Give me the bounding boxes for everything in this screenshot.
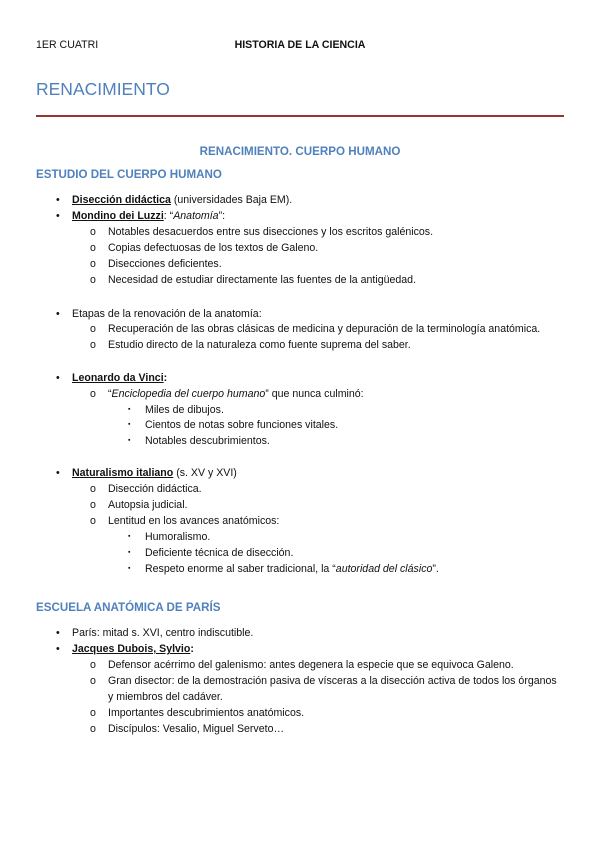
text-leonardo-italic: Enciclopedia del cuerpo humano — [111, 388, 266, 400]
bullet-icon: • — [56, 372, 60, 384]
header-left: 1ER CUATRI — [36, 39, 99, 51]
circle-bullet-icon: o — [90, 339, 96, 351]
square-bullet-icon: ▪ — [128, 421, 131, 428]
square-bullet-icon: ▪ — [128, 437, 131, 444]
sub-item: Necesidad de estudiar directamente las fuentes de la antigüedad. — [108, 274, 417, 286]
heading-estudio: ESTUDIO DEL CUERPO HUMANO — [36, 168, 222, 181]
circle-bullet-icon: o — [90, 723, 96, 735]
bullet-icon: • — [56, 308, 60, 320]
sub-item: Copias defectuosas de los textos de Galeno. — [108, 242, 319, 254]
text-diseccion: (universidades Baja EM). — [170, 194, 293, 206]
term-leonardo: Leonardo da Vinci — [72, 372, 164, 384]
sub-item: Notables desacuerdos entre sus disecciones y los escritos galénicos. — [108, 226, 434, 238]
square-bullet-icon: ▪ — [128, 549, 131, 556]
sub-sub-item — [145, 562, 439, 576]
header-title: HISTORIA DE LA CIENCIA — [234, 39, 366, 51]
title-rule — [36, 115, 564, 117]
bullet-icon: • — [56, 643, 60, 655]
term-dubois: Jacques Dubois, Sylvio — [72, 643, 191, 655]
text-mondino-italic: Anatomía — [173, 210, 219, 222]
text-respeto-end: ”. — [432, 563, 439, 575]
sub-item: Gran disector: de la demostración pasiva de vísceras a la disección activa de todos los órganos — [108, 675, 557, 687]
text-leonardo-rest: ” que nunca culminó: — [265, 388, 364, 400]
list-item — [72, 193, 292, 207]
circle-bullet-icon: o — [90, 483, 96, 495]
bullet-icon: • — [56, 467, 60, 479]
list-item — [72, 371, 167, 385]
page-header — [36, 39, 564, 53]
list-item — [72, 642, 194, 656]
sub-sub-item: Miles de dibujos. — [145, 404, 224, 416]
sub-item: Discípulos: Vesalio, Miguel Serveto… — [108, 723, 285, 735]
sub-sub-item: Cientos de notas sobre funciones vitales. — [145, 419, 339, 431]
circle-bullet-icon: o — [90, 242, 96, 254]
bullet-icon: • — [56, 627, 60, 639]
text-naturalismo: (s. XV y XVI) — [173, 467, 237, 479]
term-naturalismo: Naturalismo italiano — [72, 467, 174, 479]
section-title: RENACIMIENTO. CUERPO HUMANO — [199, 145, 401, 158]
sub-sub-item: Deficiente técnica de disección. — [145, 547, 294, 559]
document-title: RENACIMIENTO — [36, 79, 170, 99]
bullet-icon: • — [56, 210, 60, 222]
term-mondino: Mondino dei Luzzi — [72, 210, 164, 222]
text-dubois-colon: : — [190, 643, 194, 655]
bullet-icon: • — [56, 194, 60, 206]
sub-item: Lentitud en los avances anatómicos: — [108, 515, 280, 527]
text-leonardo-colon: : — [163, 372, 168, 384]
square-bullet-icon: ▪ — [128, 533, 131, 540]
list-item — [72, 466, 237, 480]
text-respeto: Respeto enorme al saber tradicional, la “ — [145, 563, 336, 575]
circle-bullet-icon: o — [90, 258, 96, 270]
text-respeto-italic: autoridad del clásico — [335, 563, 433, 575]
circle-bullet-icon: o — [90, 323, 96, 335]
circle-bullet-icon: o — [90, 499, 96, 511]
circle-bullet-icon: o — [90, 659, 96, 671]
square-bullet-icon: ▪ — [128, 565, 131, 572]
circle-bullet-icon: o — [90, 388, 96, 400]
circle-bullet-icon: o — [90, 274, 96, 286]
circle-bullet-icon: o — [90, 515, 96, 527]
sub-item: Defensor acérrimo del galenismo: antes degenera la especie que se equivoca Galeno. — [108, 659, 514, 671]
sub-item — [108, 387, 364, 401]
sub-item: Recuperación de las obras clásicas de medicina y depuración de la terminología anatómica. — [108, 323, 541, 335]
text-mondino-colon: : “ — [163, 210, 174, 222]
sub-item: Disecciones deficientes. — [108, 258, 222, 270]
circle-bullet-icon: o — [90, 675, 96, 687]
list-item — [72, 209, 225, 223]
list-item: París: mitad s. XVI, centro indiscutible. — [72, 627, 254, 639]
sub-item: Autopsia judicial. — [108, 499, 188, 511]
text-leonardo-open: “ — [108, 388, 112, 400]
heading-paris: ESCUELA ANATÓMICA DE PARÍS — [36, 601, 221, 614]
term-diseccion: Disección didáctica — [72, 194, 171, 206]
text-mondino-end: ”: — [218, 210, 226, 222]
sub-item: Disección didáctica. — [108, 483, 202, 495]
sub-item-continuation: y miembros del cadáver. — [108, 691, 223, 703]
square-bullet-icon: ▪ — [128, 406, 131, 413]
list-item: Etapas de la renovación de la anatomía: — [72, 308, 262, 320]
circle-bullet-icon: o — [90, 707, 96, 719]
sub-item: Estudio directo de la naturaleza como fuente suprema del saber. — [108, 339, 411, 351]
sub-sub-item: Humoralismo. — [145, 531, 211, 543]
sub-item: Importantes descubrimientos anatómicos. — [108, 707, 305, 719]
circle-bullet-icon: o — [90, 226, 96, 238]
sub-sub-item: Notables descubrimientos. — [145, 435, 270, 447]
